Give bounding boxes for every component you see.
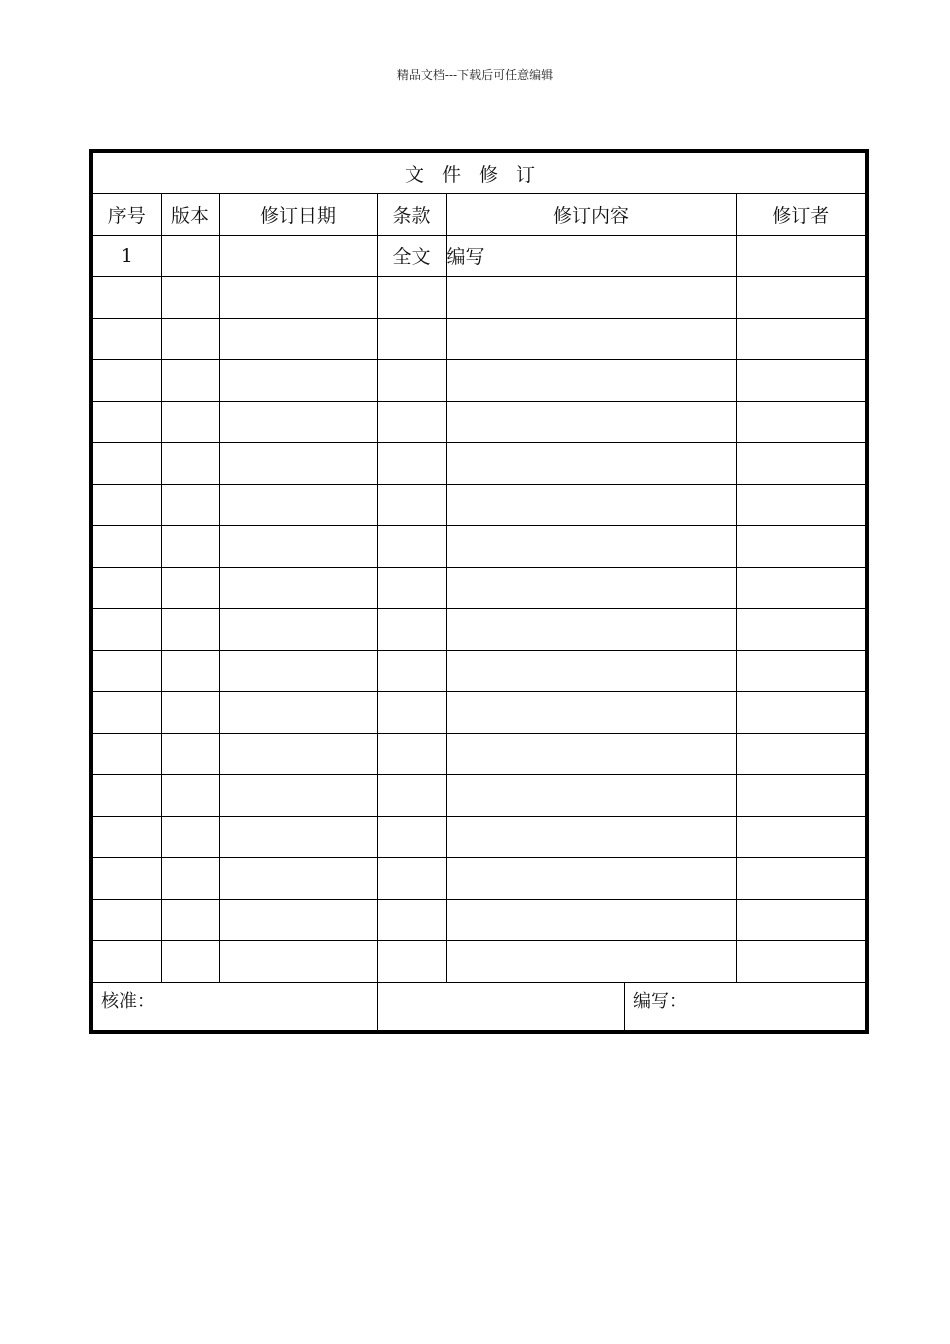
cell-seq <box>93 484 161 526</box>
col-header-revision-content: 修订内容 <box>446 194 736 235</box>
cell-clause <box>377 567 446 609</box>
cell-reviser <box>736 360 865 402</box>
cell-version <box>161 443 219 485</box>
cell-clause <box>377 692 446 734</box>
cell-clause <box>377 443 446 485</box>
cell-seq <box>93 733 161 775</box>
approve-field: 核准： <box>93 983 378 1031</box>
cell-reviser <box>736 775 865 817</box>
cell-revision-date <box>219 858 377 900</box>
cell-clause <box>377 360 446 402</box>
table-row <box>93 609 865 651</box>
cell-revision-content <box>446 443 736 485</box>
cell-reviser <box>736 816 865 858</box>
cell-version <box>161 277 219 319</box>
cell-reviser <box>736 235 865 277</box>
cell-clause <box>377 401 446 443</box>
cell-clause <box>377 899 446 941</box>
cell-clause <box>377 733 446 775</box>
table-row <box>93 360 865 402</box>
col-header-version: 版本 <box>161 194 219 235</box>
page-header-watermark: 精品文档---下载后可任意编辑 <box>396 68 554 82</box>
table-row <box>93 692 865 734</box>
cell-seq <box>93 692 161 734</box>
cell-version <box>161 858 219 900</box>
cell-clause <box>377 941 446 983</box>
table-row <box>93 526 865 568</box>
cell-seq <box>93 277 161 319</box>
cell-revision-date <box>219 360 377 402</box>
cell-revision-content <box>446 567 736 609</box>
cell-revision-date <box>219 941 377 983</box>
table-row <box>93 816 865 858</box>
cell-reviser <box>736 567 865 609</box>
cell-revision-date <box>219 443 377 485</box>
cell-revision-content <box>446 484 736 526</box>
table-row <box>93 899 865 941</box>
col-header-seq: 序号 <box>93 194 161 235</box>
cell-version <box>161 235 219 277</box>
cell-revision-date <box>219 899 377 941</box>
cell-clause <box>377 816 446 858</box>
cell-version <box>161 899 219 941</box>
table-row <box>93 941 865 983</box>
table-row <box>93 318 865 360</box>
table-row <box>93 277 865 319</box>
cell-revision-content <box>446 775 736 817</box>
cell-seq <box>93 526 161 568</box>
cell-seq <box>93 775 161 817</box>
cell-version <box>161 567 219 609</box>
cell-version <box>161 526 219 568</box>
cell-version <box>161 609 219 651</box>
cell-revision-content <box>446 609 736 651</box>
cell-revision-date <box>219 484 377 526</box>
cell-version <box>161 692 219 734</box>
cell-clause <box>377 526 446 568</box>
cell-reviser <box>736 484 865 526</box>
cell-clause <box>377 858 446 900</box>
cell-clause <box>377 277 446 319</box>
col-header-revision-date: 修订日期 <box>219 194 377 235</box>
cell-seq: 1 <box>93 235 161 277</box>
cell-revision-content <box>446 858 736 900</box>
cell-version <box>161 360 219 402</box>
cell-reviser <box>736 858 865 900</box>
cell-revision-date <box>219 650 377 692</box>
revision-table <box>93 194 865 983</box>
cell-reviser <box>736 609 865 651</box>
cell-clause <box>377 609 446 651</box>
cell-revision-date <box>219 567 377 609</box>
cell-version <box>161 733 219 775</box>
cell-seq <box>93 858 161 900</box>
cell-revision-content <box>446 941 736 983</box>
cell-revision-date <box>219 816 377 858</box>
blank-field <box>378 983 625 1031</box>
table-row <box>93 775 865 817</box>
cell-reviser <box>736 899 865 941</box>
cell-revision-content <box>446 360 736 402</box>
table-row <box>93 443 865 485</box>
cell-revision-content <box>446 733 736 775</box>
cell-reviser <box>736 277 865 319</box>
cell-version <box>161 816 219 858</box>
cell-reviser <box>736 401 865 443</box>
table-row <box>93 484 865 526</box>
cell-version <box>161 318 219 360</box>
cell-revision-content <box>446 277 736 319</box>
table-row <box>93 733 865 775</box>
cell-seq <box>93 443 161 485</box>
cell-reviser <box>736 650 865 692</box>
cell-reviser <box>736 941 865 983</box>
cell-version <box>161 650 219 692</box>
cell-version <box>161 941 219 983</box>
table-row <box>93 567 865 609</box>
cell-reviser <box>736 443 865 485</box>
cell-revision-date <box>219 526 377 568</box>
cell-revision-date <box>219 235 377 277</box>
table-row <box>93 858 865 900</box>
cell-seq <box>93 401 161 443</box>
cell-revision-date <box>219 318 377 360</box>
table-row <box>93 235 865 277</box>
cell-seq <box>93 318 161 360</box>
table-title: 文件修订 <box>93 153 865 194</box>
cell-revision-content <box>446 816 736 858</box>
cell-seq <box>93 816 161 858</box>
cell-revision-content <box>446 526 736 568</box>
col-header-clause: 条款 <box>377 194 446 235</box>
table-row <box>93 401 865 443</box>
cell-revision-date <box>219 609 377 651</box>
cell-revision-date <box>219 692 377 734</box>
cell-revision-content <box>446 650 736 692</box>
cell-clause <box>377 318 446 360</box>
header-row <box>93 194 865 235</box>
cell-seq <box>93 567 161 609</box>
cell-clause <box>377 650 446 692</box>
cell-revision-date <box>219 733 377 775</box>
cell-revision-date <box>219 277 377 319</box>
cell-seq <box>93 650 161 692</box>
cell-revision-content <box>446 401 736 443</box>
cell-revision-date <box>219 775 377 817</box>
cell-revision-content <box>446 318 736 360</box>
revision-table-frame <box>89 149 869 1034</box>
cell-seq <box>93 941 161 983</box>
cell-clause: 全文 <box>377 235 446 277</box>
cell-revision-content: 编写 <box>446 235 736 277</box>
signature-footer <box>93 982 865 1031</box>
cell-version <box>161 484 219 526</box>
cell-reviser <box>736 733 865 775</box>
cell-clause <box>377 484 446 526</box>
cell-revision-date <box>219 401 377 443</box>
cell-seq <box>93 609 161 651</box>
col-header-reviser: 修订者 <box>736 194 865 235</box>
cell-revision-content <box>446 692 736 734</box>
cell-revision-content <box>446 899 736 941</box>
cell-seq <box>93 899 161 941</box>
cell-seq <box>93 360 161 402</box>
cell-reviser <box>736 318 865 360</box>
cell-clause <box>377 775 446 817</box>
cell-version <box>161 775 219 817</box>
table-row <box>93 650 865 692</box>
write-field: 编写： <box>633 991 687 1012</box>
cell-reviser <box>736 692 865 734</box>
cell-reviser <box>736 526 865 568</box>
cell-version <box>161 401 219 443</box>
